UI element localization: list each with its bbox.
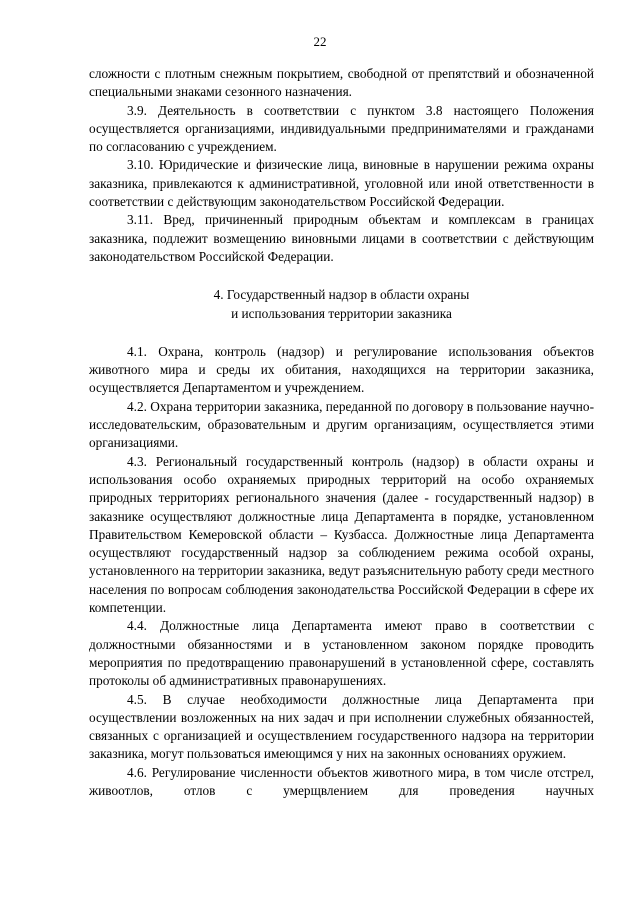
paragraph-3-9: 3.9. Деятельность в соответствии с пунктом 3.8 настоящего Положения осуществляется организациями, индивидуальными предпринимателями и гражданами по согласованию с учреждением. — [89, 102, 594, 155]
section-heading-line-2: и использования территории заказника — [231, 305, 452, 321]
paragraph-4-4: 4.4. Должностные лица Департамента имеют право в соответствии с должностными обязанностями и в установленном законом порядке проводить мероприятия по предотвращению правонарушений в установленной сфере, составлять протоколы об административных правонарушениях. — [89, 618, 594, 689]
page-number: 22 — [313, 34, 327, 49]
paragraph-4-6: 4.6. Регулирование численности объектов животного мира, в том числе отстрел, живоотлов, отлов с умерщвлением для проведения научных — [89, 764, 594, 798]
paragraph-4-1: 4.1. Охрана, контроль (надзор) и регулирование использования объектов животного мира и среды их обитания, находящихся на территории заказника, осуществляется Департаментом и учреждением. — [89, 343, 594, 396]
paragraph-3-8-continuation: сложности с плотным снежным покрытием, свободной от препятствий и обозначенной специальными знаками сезонного назначения. — [89, 66, 594, 100]
paragraph-3-10: 3.10. Юридические и физические лица, виновные в нарушении режима охраны заказника, привлекаются к административной, уголовной или иной ответственности в соответствии с действующим законодательством Российской Федерации. — [89, 157, 594, 210]
paragraph-4-2: 4.2. Охрана территории заказника, переданной по договору в пользование научно-исследовательским, образовательным и другим организациям, осуществляется этими организациями. — [89, 398, 594, 451]
section-heading-4 — [89, 286, 594, 323]
section-heading-line-1: 4. Государственный надзор в области охраны — [213, 287, 470, 303]
document-body — [89, 65, 594, 800]
paragraph-3-11: 3.11. Вред, причиненный природным объектам и комплексам в границах заказника, подлежит возмещению виновными лицами в соответствии с действующим законодательством Российской Федерации. — [89, 212, 594, 264]
paragraph-4-5: 4.5. В случае необходимости должностные лица Департамента при осуществлении возложенных на них задач и при исполнении служебных обязанностей, связанных с организацией и осуществлением государственного надзора на территории заказника, могут пользоваться имеющимся у них на законных основаниях оружием. — [89, 691, 594, 762]
paragraph-4-3: 4.3. Региональный государственный контроль (надзор) в области охраны и использования особо охраняемых природных территорий на особо охраняемых природных территориях регионального значения (далее - государственный надзор) в заказнике осуществляют должностные лица Департамента в порядке, установленном Правительством Кемеровской области – Кузбасса. Должностные лица Департамента осуществляют государственный надзор за соблюдением режима особой охраны, установленного на территории заказника, ведут разъяснительную работу среди местного населения по вопросам соблюдения законодательства Российской Федерации в сфере их компетенции. — [89, 453, 594, 616]
